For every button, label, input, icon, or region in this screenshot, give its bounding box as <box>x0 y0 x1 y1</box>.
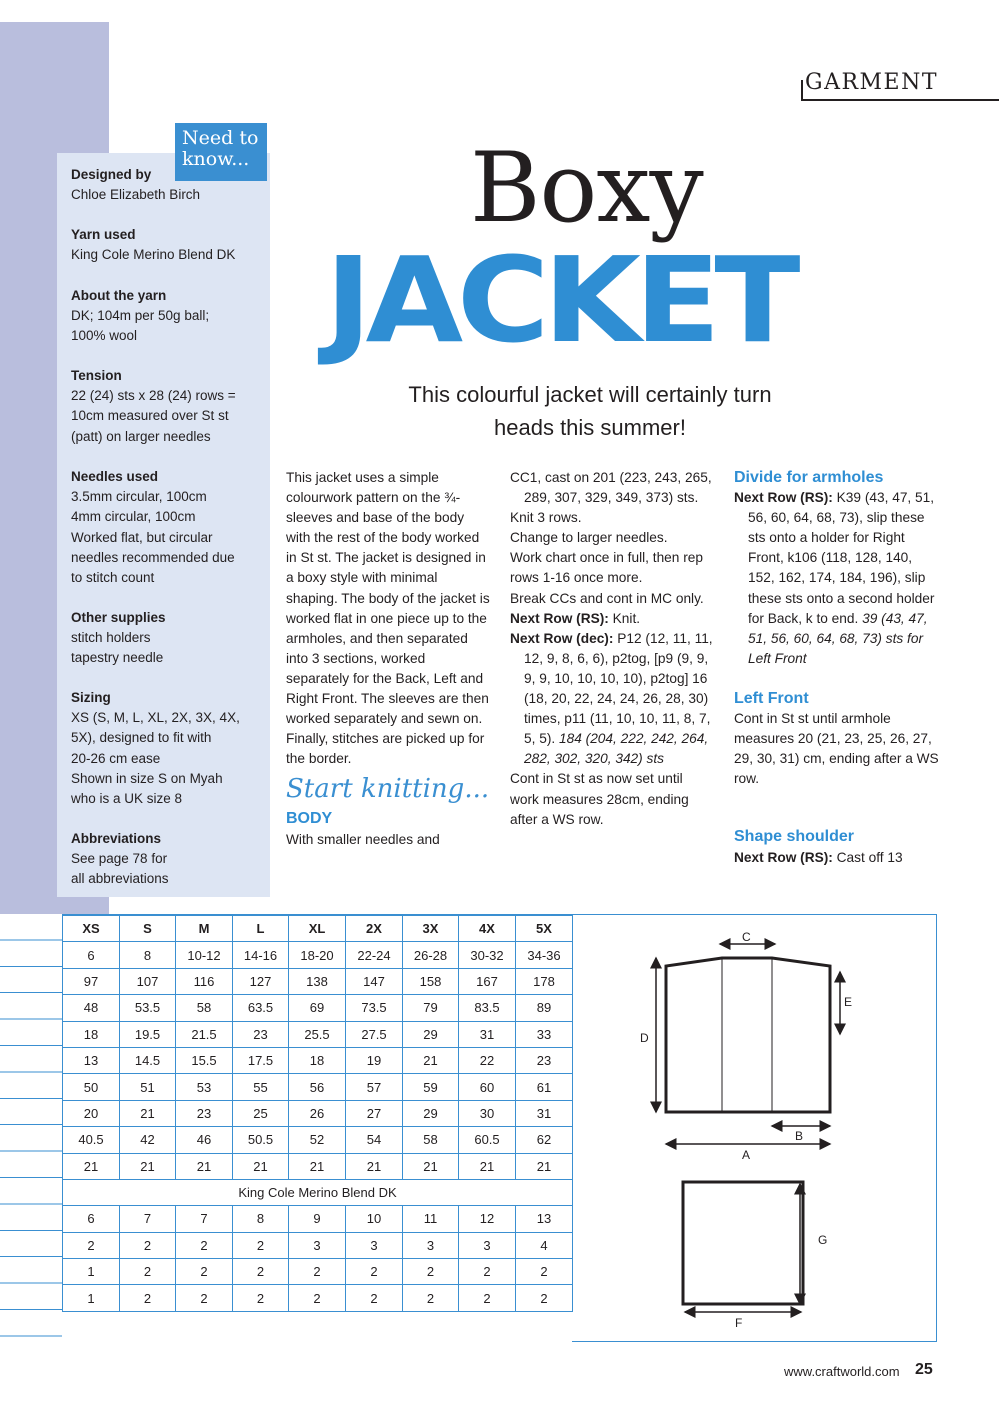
table-cell: 21 <box>403 1153 459 1179</box>
title-boxy: Boxy <box>470 132 703 244</box>
shoulder-row: Next Row (RS): Cast off 13 <box>734 849 903 865</box>
table-cell: 25 <box>233 1100 289 1126</box>
spec-designed-by: Designed by Chloe Elizabeth Birch <box>71 167 201 203</box>
body-text: With smaller needles and <box>286 831 440 847</box>
title-jacket: JACKET <box>325 231 795 369</box>
body-heading: BODY <box>286 810 333 828</box>
table-row <box>63 1285 573 1311</box>
table-cell: 30-32 <box>459 942 516 968</box>
table-cell: 33 <box>516 1021 573 1047</box>
table-cell: 73.5 <box>346 995 403 1021</box>
table-cell: 167 <box>459 968 516 994</box>
table-cell: 26 <box>289 1100 346 1126</box>
table-cell: 56 <box>289 1074 346 1100</box>
intro-text: This jacket uses a simple colourwork pattern on the ¾-sleeves and base of the body with the rest of the body worked in St st. The jacket is designed in a boxy style with minimal shaping. The body of the jacket is worked flat in one piece up to the armholes, and then separated into 3 sections, worked separately for the Back, Left and Right Front. The sleeves are then worked separately and sewn on. Finally, stitches are picked up for the border. <box>286 470 490 767</box>
table-cell: L <box>233 916 289 942</box>
table-cell: 7 <box>120 1206 176 1232</box>
table-cell: 60 <box>459 1074 516 1100</box>
table-cell: 25.5 <box>289 1021 346 1047</box>
badge-line1: Need to <box>182 127 259 149</box>
table-cell: 53 <box>176 1074 233 1100</box>
table-cell: 2 <box>403 1285 459 1311</box>
table-row <box>63 968 573 994</box>
table-cell: 15.5 <box>176 1047 233 1073</box>
cast-on-text: CC1, cast on 201 (223, 243, 265, 289, 307, 329, 349, 373) sts. <box>510 470 712 506</box>
table-row-lines <box>0 914 62 1342</box>
table-cell: 23 <box>516 1047 573 1073</box>
table-cell: XS <box>63 916 120 942</box>
table-cell: 2 <box>516 1285 573 1311</box>
knit-rows-text: Knit 3 rows. <box>510 510 582 526</box>
table-cell: 3 <box>403 1232 459 1258</box>
table-cell: 21 <box>346 1153 403 1179</box>
table-cell: 57 <box>346 1074 403 1100</box>
table-cell: 20 <box>63 1100 120 1126</box>
table-cell: 3 <box>459 1232 516 1258</box>
table-cell: XL <box>289 916 346 942</box>
spec-other-supplies: Other supplies stitch holders tapestry needle <box>71 610 166 666</box>
schematic-diagram <box>572 914 937 1342</box>
spec-sizing: Sizing XS (S, M, L, XL, 2X, 3X, 4X, 5X), designed to fit with 20-26 cm ease Shown in size S on Myah who is a UK size 8 <box>71 690 240 807</box>
table-row <box>63 1232 573 1258</box>
section-label: GARMENT <box>805 70 939 95</box>
table-row <box>63 1206 573 1232</box>
label-b: B <box>795 1129 804 1143</box>
table-cell: 5X <box>516 916 573 942</box>
label-f: F <box>735 1316 743 1330</box>
table-cell: 23 <box>233 1021 289 1047</box>
start-knitting-heading: Start knitting... <box>286 774 490 805</box>
subtitle <box>380 378 800 444</box>
table-row <box>63 1259 573 1285</box>
table-cell: 34-36 <box>516 942 573 968</box>
table-cell: 42 <box>120 1127 176 1153</box>
table-cell: 18-20 <box>289 942 346 968</box>
table-cell: 21 <box>120 1100 176 1126</box>
table-cell: 21.5 <box>176 1021 233 1047</box>
table-cell: 2 <box>120 1285 176 1311</box>
label-g: G <box>818 1233 828 1247</box>
next-row-dec: Next Row (dec): P12 (12, 11, 11, 12, 9, 8, 6, 6), p2tog, [p9 (9, 9, 9, 9, 10, 10, 10, 10), p2tog] 16 (18, 20, 22, 24, 24, 26, 28, 30) times, p11 (11, 10, 10, 11, 8, 7, 5, 5). 184 (204, 222, 242, 264, 282, 302, 320, 342) sts <box>510 630 713 767</box>
table-cell: 2 <box>176 1259 233 1285</box>
table-cell: 21 <box>120 1153 176 1179</box>
table-cell: 23 <box>176 1100 233 1126</box>
divide-row: Next Row (RS): K39 (43, 47, 51, 56, 60, 64, 68, 73), slip these sts onto a holder for Right Front, k106 (118, 128, 140, 152, 162, 174, 184, 196), slip these sts onto a second holder for Back, k to end. 39 (43, 47, 51, 56, 60, 64, 68, 73) sts for Left Front <box>734 490 935 666</box>
table-cell: 1 <box>63 1285 120 1311</box>
table-cell: 18 <box>63 1021 120 1047</box>
table-cell: 127 <box>233 968 289 994</box>
table-cell: 61 <box>516 1074 573 1100</box>
table-cell: 13 <box>63 1047 120 1073</box>
table-cell: 2 <box>176 1285 233 1311</box>
table-cell: 2 <box>289 1285 346 1311</box>
table-cell: 21 <box>63 1153 120 1179</box>
table-cell: 22 <box>459 1047 516 1073</box>
table-cell: 147 <box>346 968 403 994</box>
table-cell: 83.5 <box>459 995 516 1021</box>
table-cell: 2 <box>289 1259 346 1285</box>
table-cell: 89 <box>516 995 573 1021</box>
page-number: 25 <box>915 1361 933 1378</box>
table-cell: 97 <box>63 968 120 994</box>
table-cell: 21 <box>289 1153 346 1179</box>
table-cell: 2 <box>346 1259 403 1285</box>
label-c: C <box>742 930 751 944</box>
table-cell: 21 <box>403 1047 459 1073</box>
table-cell: 50 <box>63 1074 120 1100</box>
table-row <box>63 916 573 942</box>
table-cell: 53.5 <box>120 995 176 1021</box>
table-cell: 9 <box>289 1206 346 1232</box>
table-cell: 4X <box>459 916 516 942</box>
table-cell: 107 <box>120 968 176 994</box>
work-chart-text: Work chart once in full, then rep rows 1-16 once more. <box>510 550 703 586</box>
table-cell: 2 <box>459 1285 516 1311</box>
table-cell: 46 <box>176 1127 233 1153</box>
table-cell: 58 <box>176 995 233 1021</box>
table-cell: 60.5 <box>459 1127 516 1153</box>
table-cell: 48 <box>63 995 120 1021</box>
header-tick <box>801 80 803 101</box>
table-row <box>63 1127 573 1153</box>
table-cell: 138 <box>289 968 346 994</box>
table-cell: 2 <box>233 1285 289 1311</box>
table-cell: 158 <box>403 968 459 994</box>
left-front-heading: Left Front <box>734 689 809 707</box>
table-cell: 29 <box>403 1021 459 1047</box>
table-cell: 30 <box>459 1100 516 1126</box>
next-row-knit: Next Row (RS): Knit. <box>510 610 641 626</box>
table-cell: 8 <box>120 942 176 968</box>
table-cell: 52 <box>289 1127 346 1153</box>
spec-needles: Needles used 3.5mm circular, 100cm 4mm circular, 100cm Worked flat, but circular needles recommended due to stitch count <box>71 469 235 586</box>
table-cell: 27 <box>346 1100 403 1126</box>
spec-about-yarn: About the yarn DK; 104m per 50g ball; 100% wool <box>71 288 210 344</box>
footer-url: www.craftworld.com <box>784 1364 900 1379</box>
table-cell: 31 <box>459 1021 516 1047</box>
table-cell: 11 <box>403 1206 459 1232</box>
table-cell: 3 <box>289 1232 346 1258</box>
label-d: D <box>640 1031 649 1045</box>
table-cell: 2 <box>403 1259 459 1285</box>
column-3 <box>734 468 940 868</box>
table-cell: 21 <box>233 1153 289 1179</box>
table-cell: 21 <box>516 1153 573 1179</box>
table-cell: 116 <box>176 968 233 994</box>
table-cell: 2 <box>346 1285 403 1311</box>
table-cell: 59 <box>403 1074 459 1100</box>
table-cell: 8 <box>233 1206 289 1232</box>
subtitle-line2: heads this summer! <box>494 415 686 440</box>
table-cell: 17.5 <box>233 1047 289 1073</box>
change-needles-text: Change to larger needles. <box>510 530 668 546</box>
table-row <box>63 1074 573 1100</box>
body-outline <box>666 958 830 1112</box>
shape-shoulder-heading: Shape shoulder <box>734 828 855 846</box>
table-cell: 2 <box>120 1259 176 1285</box>
table-cell: 2 <box>233 1259 289 1285</box>
table-cell: 178 <box>516 968 573 994</box>
table-cell: 7 <box>176 1206 233 1232</box>
table-row <box>63 942 573 968</box>
label-e: E <box>844 995 853 1009</box>
table-row <box>63 1100 573 1126</box>
table-cell: 19.5 <box>120 1021 176 1047</box>
table-row <box>63 1047 573 1073</box>
table-cell: 14-16 <box>233 942 289 968</box>
table-cell: 55 <box>233 1074 289 1100</box>
table-row-yarn <box>63 1179 573 1205</box>
table-cell: 63.5 <box>233 995 289 1021</box>
table-cell: 6 <box>63 1206 120 1232</box>
break-cc-text: Break CCs and cont in MC only. <box>510 590 704 606</box>
table-cell: 13 <box>516 1206 573 1232</box>
table-cell: 14.5 <box>120 1047 176 1073</box>
table-cell: 58 <box>403 1127 459 1153</box>
table-cell: 21 <box>176 1153 233 1179</box>
table-cell: 2 <box>63 1232 120 1258</box>
table-cell: 19 <box>346 1047 403 1073</box>
table-cell: 2 <box>459 1259 516 1285</box>
yarn-label-cell: King Cole Merino Blend DK <box>63 1179 573 1205</box>
table-cell: 1 <box>63 1259 120 1285</box>
label-a: A <box>742 1148 751 1162</box>
table-row <box>63 1021 573 1047</box>
table-cell: S <box>120 916 176 942</box>
spec-yarn-used: Yarn used King Cole Merino Blend DK <box>71 227 236 263</box>
sleeve-outline <box>683 1182 803 1304</box>
table-cell: 10-12 <box>176 942 233 968</box>
table-cell: 2X <box>346 916 403 942</box>
table-cell: 12 <box>459 1206 516 1232</box>
column-2 <box>510 468 714 830</box>
table-cell: 31 <box>516 1100 573 1126</box>
table-cell: 79 <box>403 995 459 1021</box>
table-cell: 18 <box>289 1047 346 1073</box>
table-cell: 2 <box>233 1232 289 1258</box>
table-cell: 3 <box>346 1232 403 1258</box>
cont-st-text: Cont in St st as now set until work measures 28cm, ending after a WS row. <box>510 771 689 827</box>
table-cell: 6 <box>63 942 120 968</box>
divide-armholes-heading: Divide for armholes <box>734 469 884 486</box>
spec-abbreviations: Abbreviations See page 78 for all abbreviations <box>71 831 169 887</box>
table-cell: 69 <box>289 995 346 1021</box>
badge-line2: know... <box>182 148 250 170</box>
column-1 <box>286 468 490 850</box>
table-cell: 27.5 <box>346 1021 403 1047</box>
table-cell: 26-28 <box>403 942 459 968</box>
table-row <box>63 995 573 1021</box>
table-cell: 29 <box>403 1100 459 1126</box>
table-row <box>63 1153 573 1179</box>
table-cell: 2 <box>176 1232 233 1258</box>
sizing-table <box>62 915 573 1312</box>
table-cell: 21 <box>459 1153 516 1179</box>
table-cell: 40.5 <box>63 1127 120 1153</box>
table-cell: 22-24 <box>346 942 403 968</box>
table-cell: 51 <box>120 1074 176 1100</box>
table-cell: 2 <box>120 1232 176 1258</box>
table-cell: 54 <box>346 1127 403 1153</box>
table-cell: 4 <box>516 1232 573 1258</box>
table-cell: 3X <box>403 916 459 942</box>
left-front-text: Cont in St st until armhole measures 20 (21, 23, 25, 26, 27, 29, 30, 31) cm, ending after a WS row. <box>734 711 939 787</box>
table-cell: 62 <box>516 1127 573 1153</box>
table-cell: 50.5 <box>233 1127 289 1153</box>
header-rule <box>801 99 999 101</box>
table-cell: M <box>176 916 233 942</box>
subtitle-line1: This colourful jacket will certainly turn <box>408 382 772 407</box>
spec-tension: Tension 22 (24) sts x 28 (24) rows = 10cm measured over St st (patt) on larger needles <box>71 368 236 444</box>
table-cell: 2 <box>516 1259 573 1285</box>
table-cell: 10 <box>346 1206 403 1232</box>
